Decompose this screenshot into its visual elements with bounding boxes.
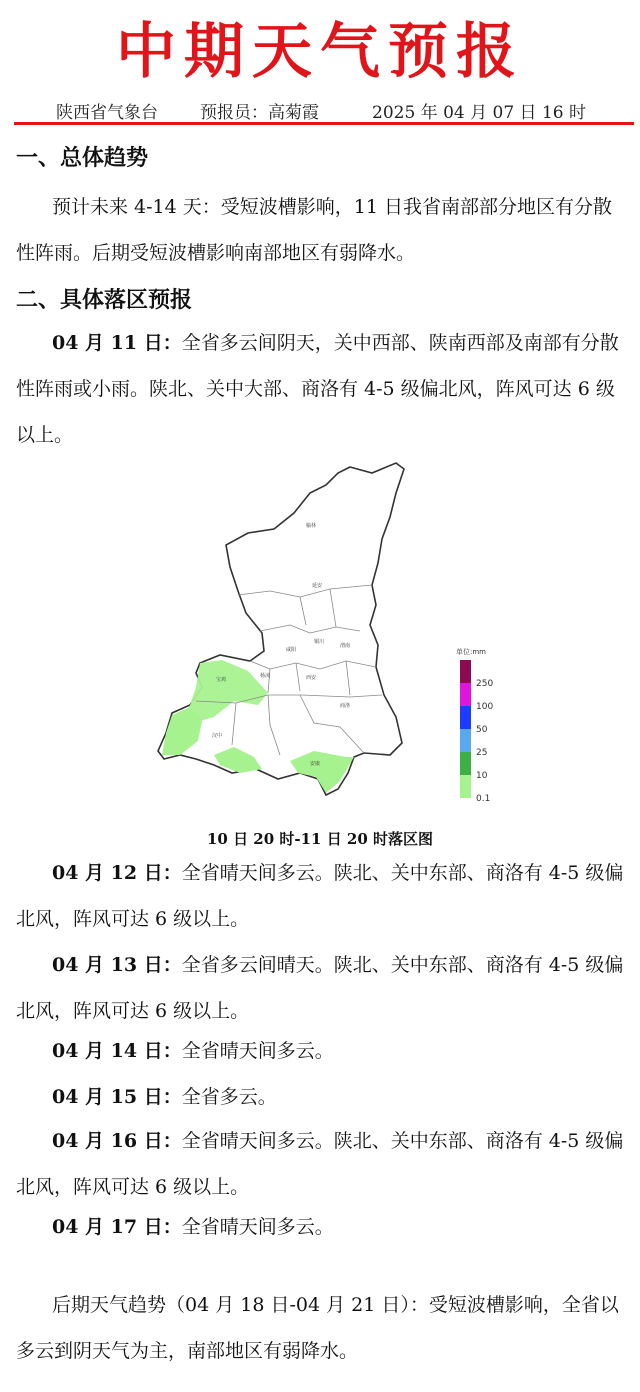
legend-label: 0.1 bbox=[476, 794, 491, 804]
issuer-name: 陕西省气象台 bbox=[56, 103, 158, 123]
legend-swatch bbox=[460, 706, 471, 729]
legend-swatch bbox=[460, 729, 471, 752]
day-text: 全省晴天间多云。 bbox=[181, 1040, 334, 1062]
city-label: 西安 bbox=[306, 675, 317, 681]
rainfall-map-svg bbox=[150, 455, 500, 825]
legend-swatch bbox=[460, 752, 471, 775]
day-text: 全省晴天间多云。陕北、关中东部、商洛有 4-5 级偏北风，阵风可达 6 级以上。 bbox=[16, 862, 624, 930]
day-text: 全省晴天间多云。陕北、关中东部、商洛有 4-5 级偏北风，阵风可达 6 级以上。 bbox=[16, 1130, 624, 1198]
day-text: 全省多云间晴天。陕北、关中东部、商洛有 4-5 级偏北风，阵风可达 6 级以上。 bbox=[16, 954, 624, 1022]
city-label: 宝鸡 bbox=[216, 677, 227, 683]
city-label: 杨凌 bbox=[260, 673, 271, 679]
document-title: 中期天气预报 bbox=[116, 17, 524, 87]
day-date: 04 月 11 日： bbox=[52, 332, 182, 354]
day-forecast bbox=[16, 1028, 626, 1074]
legend-label: 250 bbox=[476, 679, 494, 689]
day-text: 全省晴天间多云。 bbox=[181, 1216, 334, 1238]
outlook-text: 后期天气趋势（04 月 18 日-04 月 21 日）：受短波槽影响，全省以多云到阴天气为主，南部地区有弱降水。 bbox=[16, 1294, 619, 1362]
city-label: 铜川 bbox=[314, 639, 325, 645]
day-forecast bbox=[16, 942, 626, 1034]
city-label: 渭南 bbox=[340, 643, 351, 649]
province-outline bbox=[158, 463, 404, 795]
issue-datetime: 2025 年 04 月 07 日 16 时 bbox=[372, 103, 586, 123]
forecaster-name: 预报员：高菊霞 bbox=[200, 103, 319, 123]
section-heading-areas: 二、具体落区预报 bbox=[16, 288, 193, 313]
legend-swatch bbox=[460, 775, 471, 798]
legend-label: 100 bbox=[476, 702, 494, 712]
city-label: 咸阳 bbox=[286, 647, 297, 653]
legend-label: 10 bbox=[476, 771, 488, 781]
day-text: 全省多云。 bbox=[181, 1086, 277, 1108]
city-label: 汉中 bbox=[212, 733, 223, 739]
rainfall-map bbox=[150, 455, 500, 825]
legend-label: 50 bbox=[476, 725, 488, 735]
day-forecast bbox=[16, 850, 626, 942]
day-date: 04 月 14 日： bbox=[52, 1040, 182, 1062]
day-forecast bbox=[16, 1118, 626, 1210]
day-date: 04 月 12 日： bbox=[52, 862, 182, 884]
day-forecast bbox=[16, 320, 626, 458]
map-legend bbox=[456, 647, 493, 804]
legend-swatch bbox=[460, 683, 471, 706]
city-label: 延安 bbox=[312, 583, 323, 589]
city-label: 商洛 bbox=[340, 703, 351, 709]
day-date: 04 月 16 日： bbox=[52, 1130, 182, 1152]
day-forecast bbox=[16, 1204, 626, 1250]
day-date: 04 月 13 日： bbox=[52, 954, 182, 976]
legend-label: 25 bbox=[476, 748, 488, 758]
city-label: 榆林 bbox=[306, 523, 317, 529]
section-heading-overall: 一、总体趋势 bbox=[16, 146, 149, 171]
day-forecast bbox=[16, 1074, 626, 1120]
day-date: 04 月 17 日： bbox=[52, 1216, 182, 1238]
legend-unit: 单位:mm bbox=[456, 648, 486, 656]
legend-swatch bbox=[460, 660, 471, 683]
map-caption: 10 日 20 时-11 日 20 时落区图 bbox=[206, 830, 434, 848]
day-text: 全省多云间阴天，关中西部、陕南西部及南部有分散性阵雨或小雨。陕北、关中大部、商洛有 4-5 级偏北风，阵风可达 6 级以上。 bbox=[16, 332, 619, 446]
city-label: 安康 bbox=[310, 761, 321, 767]
header-divider bbox=[14, 122, 634, 125]
overall-trend-text: 预计未来 4-14 天：受短波槽影响，11 日我省南部部分地区有分散性阵雨。后期受短波槽影响南部地区有弱降水。 bbox=[16, 196, 612, 264]
day-date: 04 月 15 日： bbox=[52, 1086, 182, 1108]
